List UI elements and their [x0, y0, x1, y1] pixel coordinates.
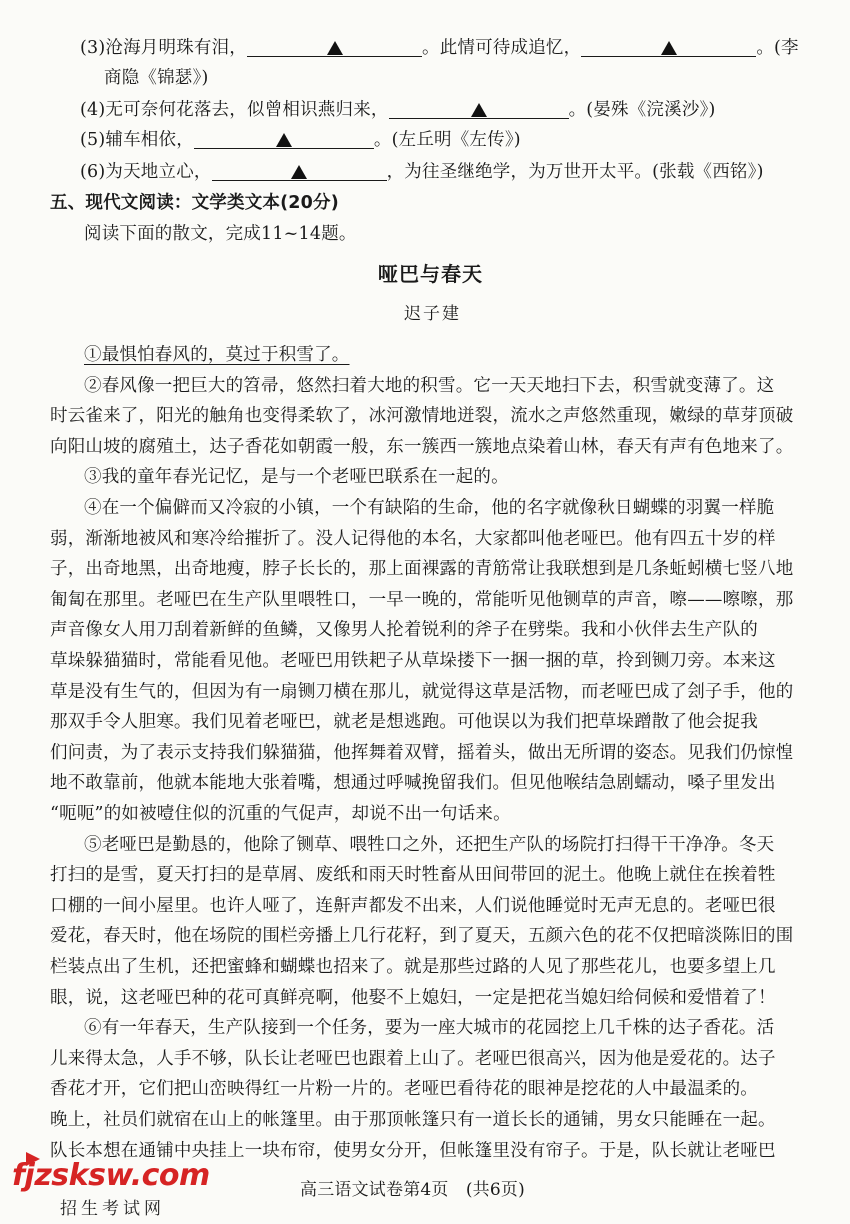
- paragraph-line: 匍匐在那里。老哑巴在生产队里喂牲口，一早一晚的，常能听见他铡草的声音，嚓——嚓嚓，那: [50, 590, 794, 610]
- q3-blank-1[interactable]: [247, 36, 422, 57]
- triangle-icon: [276, 133, 292, 147]
- q3-suffix: 。(李: [756, 38, 799, 58]
- paragraph-line: 声音像女人用刀刮着新鲜的鱼鳞，又像男人抡着锐利的斧子在劈柴。我和小伙伴去生产队的: [50, 620, 758, 640]
- paragraph-line: 香花才开，它们把山峦映得红一片粉一片的。老哑巴看待花的眼神是挖花的人中最温柔的。: [50, 1079, 758, 1099]
- paragraph-start-line: ②春风像一把巨大的笤帚，悠然扫着大地的积雪。它一天天地扫下去，积雪就变薄了。这: [84, 376, 775, 396]
- triangle-icon: [471, 103, 487, 117]
- q4-blank[interactable]: [389, 98, 569, 119]
- q6-blank[interactable]: [212, 160, 387, 181]
- site-logo-subtitle: 招生考试网: [60, 1199, 165, 1219]
- paragraph-line: 向阳山坡的腐殖土，达子香花如朝霞一般，东一簇西一簇地点染着山林，春天有声有色地来了。: [50, 437, 794, 457]
- q5-blank[interactable]: [194, 128, 374, 149]
- paragraph-line: 爱花，春天时，他在场院的围栏旁播上几行花籽，到了夏天，五颜六色的花不仅把暗淡陈旧的围: [50, 926, 794, 946]
- dictation-q3-cont: 商隐《锦瑟》): [104, 68, 209, 88]
- q3-prefix: (3)沧海月明珠有泪，: [80, 38, 247, 58]
- paragraph-line: 草是没有生气的，但因为有一扇铡刀横在那儿，就觉得这草是活物，而老哑巴成了刽子手，他的: [50, 682, 794, 702]
- paragraph-line: 儿来得太急，人手不够，队长让老哑巴也跟着上山了。老哑巴很高兴，因为他是爱花的。达子: [50, 1049, 776, 1069]
- paragraph-line: 口棚的一间小屋里。也许人哑了，连鼾声都发不出来，人们说他睡觉时无声无息的。老哑巴很: [50, 896, 776, 916]
- q6-suffix: ，为往圣继绝学，为万世开太平。(张载《西铭》): [386, 162, 764, 182]
- q4-prefix: (4)无可奈何花落去，似曾相识燕归来，: [80, 100, 389, 120]
- paragraph-line: “呃呃”的如被噎住似的沉重的气促声，却说不出一句话来。: [50, 804, 511, 824]
- paragraph-line: 眼，说，这老哑巴种的花可真鲜亮啊，他娶不上媳妇，一定是把花当媳妇给伺候和爱惜着了！: [50, 988, 776, 1008]
- paragraph-line: 们问责，为了表示支持我们躲猫猫，他挥舞着双臂，摇着头，做出无所谓的姿态。见我们仍惊惶: [50, 743, 794, 763]
- paragraph-start-line: ④在一个偏僻而又冷寂的小镇，一个有缺陷的生命，他的名字就像秋日蝴蝶的羽翼一样脆: [84, 498, 775, 518]
- q3-mid: 。此情可待成追忆，: [422, 38, 582, 58]
- paragraph-start-line: ①最惧怕春风的，莫过于积雪了。: [84, 345, 350, 365]
- essay-author: 迟子建: [404, 304, 461, 324]
- paragraph-line: 草垛躲猫猫时，常能看见他。老哑巴用铁耙子从草垛搂下一捆一捆的草，拎到铡刀旁。本来这: [50, 651, 776, 671]
- paragraph-start-line: ③我的童年春光记忆，是与一个老哑巴联系在一起的。: [84, 467, 509, 487]
- paragraph-start-line: ⑥有一年春天，生产队接到一个任务，要为一座大城市的花园挖上几千株的达子香花。活: [84, 1018, 775, 1038]
- q6-prefix: (6)为天地立心，: [80, 162, 212, 182]
- essay-title: 哑巴与春天: [378, 262, 483, 286]
- paragraph-line: 弱，渐渐地被风和寒冷给摧折了。没人记得他的本名，大家都叫他老哑巴。他有四五十岁的样: [50, 529, 776, 549]
- q5-prefix: (5)辅车相依，: [80, 130, 194, 150]
- q4-suffix: 。(晏殊《浣溪沙》): [568, 100, 716, 120]
- paragraph-line: 栏装点出了生机，还把蜜蜂和蝴蝶也招来了。就是那些过路的人见了那些花儿，也要多望上几: [50, 957, 776, 977]
- triangle-icon: [327, 41, 343, 55]
- section-instruction: 阅读下面的散文，完成11~14题。: [84, 224, 357, 244]
- dictation-q4: [80, 98, 716, 122]
- page-footer: 高三语文试卷第4页 (共6页): [300, 1180, 525, 1200]
- paragraph-line: 打扫的是雪，夏天打扫的是草屑、废纸和雨天时牲畜从田间带回的泥土。他晚上就住在挨着牲: [50, 865, 776, 885]
- paragraph-line: 晚上，社员们就宿在山上的帐篷里。由于那顶帐篷只有一道长长的通铺，男女只能睡在一起。: [50, 1110, 776, 1130]
- site-logo[interactable]: fjzsksw.com: [12, 1158, 210, 1193]
- paragraph-line: 子，出奇地黑，出奇地瘦，脖子长长的，那上面裸露的青筋常让我联想到是几条蚯蚓横七竖八地: [50, 559, 794, 579]
- q3-blank-2[interactable]: [581, 36, 756, 57]
- paragraph-line: 地不敢靠前，他就本能地大张着嘴，想通过呼喊挽留我们。但见他喉结急剧蠕动，嗓子里发出: [50, 773, 776, 793]
- paragraph-line: 队长本想在通铺中央挂上一块布帘，使男女分开，但帐篷里没有帘子。于是，队长就让老哑巴: [50, 1141, 776, 1161]
- paragraph-start-line: ⑤老哑巴是勤恳的，他除了铡草、喂牲口之外，还把生产队的场院打扫得干干净净。冬天: [84, 835, 775, 855]
- q5-suffix: 。(左丘明《左传》): [373, 130, 521, 150]
- section-heading: 五、现代文阅读：文学类文本(20分): [50, 193, 339, 213]
- dictation-q6: [80, 160, 764, 184]
- paragraph-line: 时云雀来了，阳光的触角也变得柔软了，冰河激情地迸裂，流水之声悠然重现，嫩绿的草芽顶破: [50, 406, 794, 426]
- dictation-q3: [80, 36, 799, 60]
- triangle-icon: [661, 41, 677, 55]
- triangle-icon: [291, 165, 307, 179]
- dictation-q5: [80, 128, 521, 152]
- paragraph-line: 那双手令人胆寒。我们见着老哑巴，就老是想逃跑。可他误以为我们把草垛蹭散了他会捉我: [50, 712, 758, 732]
